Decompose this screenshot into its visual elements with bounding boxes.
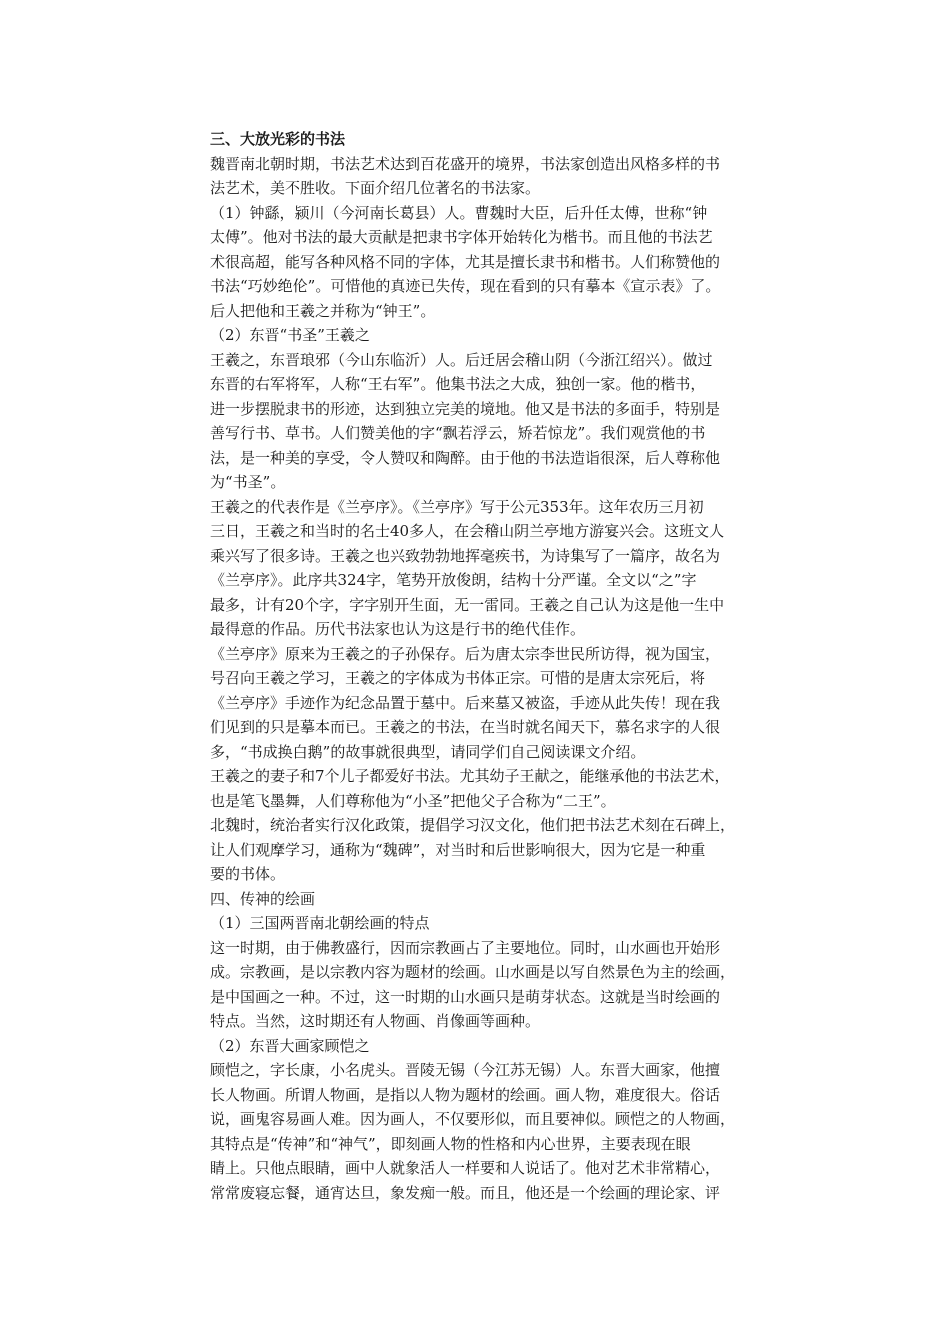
text-line: 其特点是“传神”和“神气”，即刻画人物的性格和内心世界，主要表现在眼 (210, 1134, 691, 1153)
text-line: 后人把他和王羲之并称为“钟王”。 (210, 301, 436, 320)
text-line: 善写行书、草书。人们赞美他的字“飘若浮云，矫若惊龙”。我们观赏他的书 (210, 424, 706, 442)
text-line: 王羲之的妻子和7个儿子都爱好书法。尤其幼子王献之，能继承他的书法艺术， (210, 767, 730, 785)
text-line: 北魏时，统治者实行汉化政策，提倡学习汉文化，他们把书法艺术刻在石碑上， (210, 816, 736, 834)
text-line: 东晋的右军将军，人称“王右军”。他集书法之大成，独创一家。他的楷书， (210, 375, 706, 393)
text-line: 为“书圣”。 (210, 473, 286, 491)
text-line: 说，画鬼容易画人难。因为画人，不仅要形似，而且要神似。顾恺之的人物画， (210, 1110, 736, 1128)
text-line: 四、传神的绘画 (210, 889, 316, 908)
text-line: 进一步摆脱隶书的形迹，达到独立完美的境地。他又是书法的多面手，特别是 (210, 399, 721, 418)
text-line: 乘兴写了很多诗。王羲之也兴致勃勃地挥毫疾书，为诗集写了一篇序，故名为 (210, 546, 721, 565)
text-line: 法艺术，美不胜收。下面介绍几位著名的书法家。 (210, 179, 541, 197)
text-line: 长人物画。所谓人物画，是指以人物为题材的绘画。画人物，难度很大。俗话 (210, 1085, 721, 1104)
section-heading: 三、大放光彩的书法 (210, 130, 346, 148)
text-line: （2）东晋“书圣”王羲之 (210, 326, 370, 344)
text-line: 常常废寝忘餐，通宵达旦，象发痴一般。而且，他还是一个绘画的理论家、评 (210, 1183, 721, 1202)
text-line: 是中国画之一种。不过，这一时期的山水画只是萌芽状态。这就是当时绘画的 (210, 987, 721, 1006)
text-line: 成。宗教画，是以宗教内容为题材的绘画。山水画是以写自然景色为主的绘画， (210, 963, 736, 981)
text-line: （1）三国两晋南北朝绘画的特点 (210, 914, 430, 932)
text-line: 们见到的只是摹本而已。王羲之的书法，在当时就名闻天下，慕名求字的人很 (210, 718, 721, 736)
text-line: 魏晋南北朝时期，书法艺术达到百花盛开的境界，书法家创造出风格多样的书 (210, 154, 721, 173)
text-line: 《兰亭序》。此序共324字，笔势开放俊朗，结构十分严谨。全文以“之”字 (210, 571, 697, 589)
text-line: 这一时期，由于佛教盛行，因而宗教画占了主要地位。同时，山水画也开始形 (210, 938, 721, 957)
text-line: 法，是一种美的享受，令人赞叹和陶醉。由于他的书法造诣很深，后人尊称他 (210, 448, 721, 467)
text-line: 三日，王羲之和当时的名士40多人，在会稽山阴兰亭地方游宴兴会。这班文人 (210, 522, 725, 540)
text-line: 最多，计有20个字，字字别开生面，无一雷同。王羲之自己认为这是他一生中 (210, 595, 725, 614)
text-line: 王羲之的代表作是《兰亭序》。《兰亭序》写于公元353年。这年农历三月初 (210, 497, 704, 516)
text-line: 也是笔飞墨舞，人们尊称他为“小圣”把他父子合称为“二王”。 (210, 791, 616, 810)
text-line: 顾恺之，字长康，小名虎头。晋陵无锡（今江苏无锡）人。东晋大画家，他擅 (210, 1061, 721, 1079)
text-line: 《兰亭序》手迹作为纪念品置于墓中。后来墓又被盗，手迹从此失传！现在我 (210, 693, 721, 712)
text-line: 特点。当然，这时期还有人物画、肖像画等画种。 (210, 1012, 541, 1030)
document-page (210, 127, 800, 1205)
text-line: （1）钟繇，颍川（今河南长葛县）人。曹魏时大臣，后升任太傅，世称“钟 (210, 203, 708, 222)
text-line: （2）东晋大画家顾恺之 (210, 1036, 370, 1055)
text-line: 《兰亭序》原来为王羲之的子孙保存。后为唐太宗李世民所访得，视为国宝， (210, 644, 721, 663)
text-line: 多，“书成换白鹅”的故事就很典型，请同学们自己阅读课文介绍。 (210, 742, 646, 761)
text-line: 术很高超，能写各种风格不同的字体，尤其是擅长隶书和楷书。人们称赞他的 (210, 252, 721, 271)
text-line: 太傅”。他对书法的最大贡献是把隶书字体开始转化为楷书。而且他的书法艺 (210, 228, 713, 246)
text-line: 让人们观摩学习，通称为“魏碑”，对当时和后世影响很大，因为它是一种重 (210, 840, 706, 859)
text-line: 王羲之，东晋琅邪（今山东临沂）人。后迁居会稽山阴（今浙江绍兴）。做过 (210, 350, 713, 369)
text-line: 号召向王羲之学习，王羲之的字体成为书体正宗。可惜的是唐太宗死后，将 (210, 669, 706, 687)
text-line: 书法“巧妙绝伦”。可惜他的真迹已失传，现在看到的只有摹本《宣示表》了。 (210, 277, 721, 295)
text-line: 要的书体。 (210, 865, 286, 883)
text-line: 睛上。只他点眼睛，画中人就象活人一样要和人说话了。他对艺术非常精心， (210, 1159, 721, 1177)
text-line: 最得意的作品。历代书法家也认为这是行书的绝代佳作。 (210, 620, 586, 638)
